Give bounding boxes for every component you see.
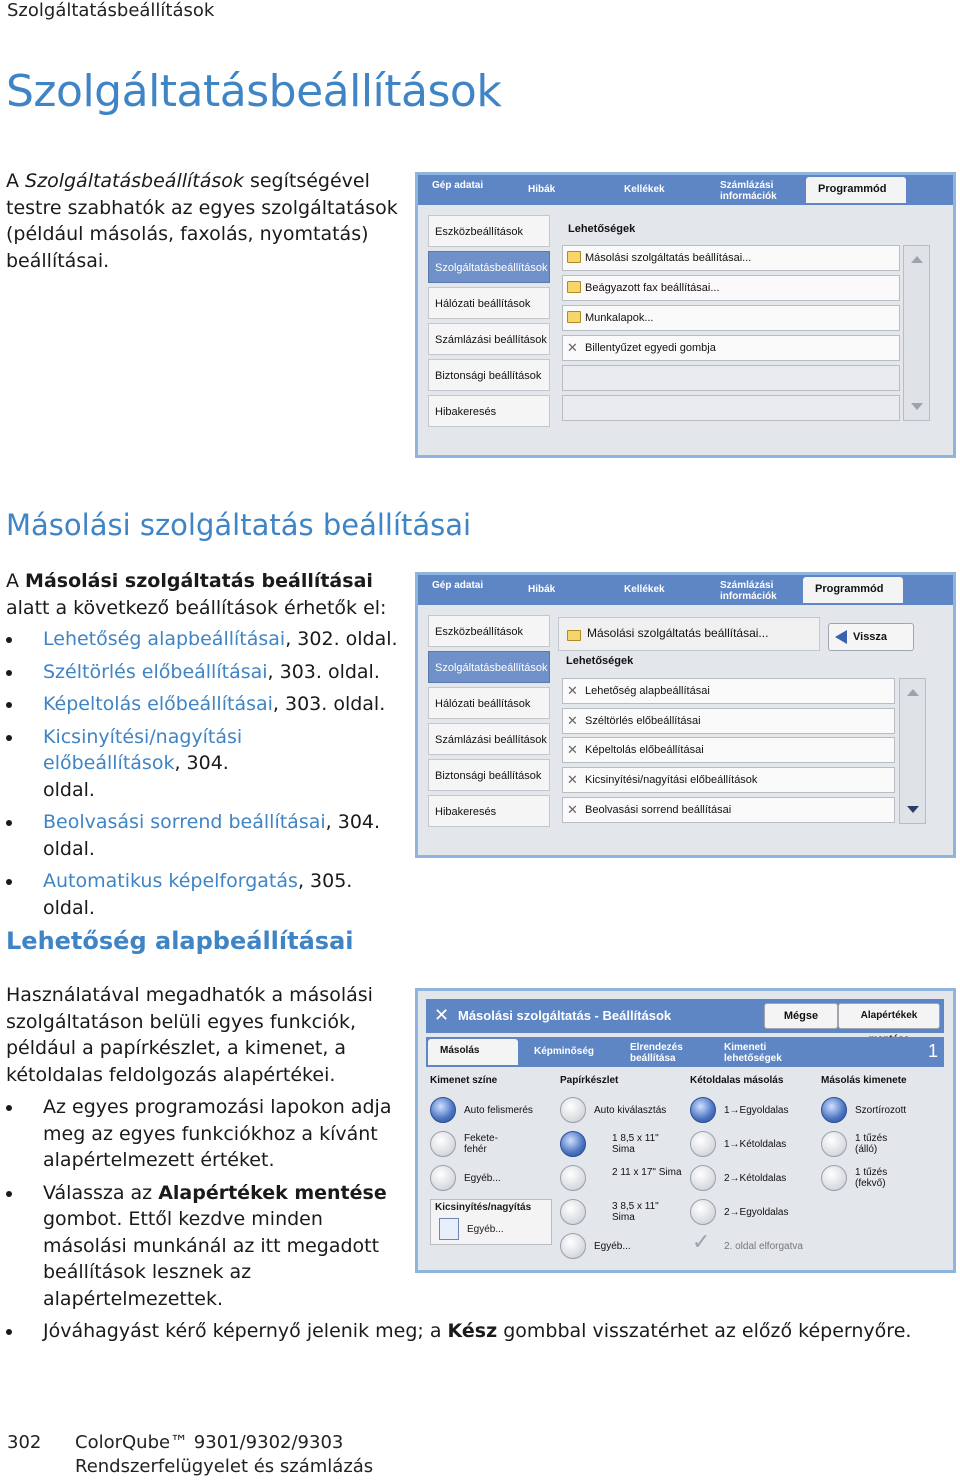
side-troubleshooting[interactable]: Hibakeresés: [428, 795, 550, 827]
section-option-defaults-heading: Lehetőség alapbeállításai: [6, 927, 354, 955]
row-label: Másolási szolgáltatás beállításai...: [585, 252, 752, 264]
opt-auto-select: Auto kiválasztás: [594, 1105, 667, 1116]
radio-2-1[interactable]: [690, 1199, 716, 1225]
tab-faults[interactable]: Hibák: [528, 584, 556, 595]
opt-bw: Fekete-fehér: [464, 1133, 498, 1155]
section2-bullets: [0, 626, 400, 921]
panel2-tabbar: [418, 575, 953, 605]
b2-bold: Alapértékek mentése: [158, 1181, 387, 1204]
section3-bullet-last: [0, 1318, 950, 1345]
radio-1-1[interactable]: [690, 1097, 716, 1123]
radio-auto-detect[interactable]: [430, 1097, 456, 1123]
intro-a: A: [6, 170, 26, 192]
opt-staple-landscape: 1 tűzés (fekvő): [855, 1167, 888, 1189]
page-title: Szolgáltatásbeállítások: [6, 66, 502, 117]
radio-2-2[interactable]: [690, 1165, 716, 1191]
bullet-link[interactable]: Automatikus képelforgatás: [43, 870, 298, 892]
radio-collated[interactable]: [821, 1097, 847, 1123]
reduce-enlarge-box[interactable]: [430, 1199, 552, 1245]
bullet: [0, 659, 400, 686]
b3-rest: gombbal visszatérhet az előző képernyőre.: [497, 1320, 912, 1342]
footer-guide: Rendszerfelügyelet és számlázás: [75, 1456, 374, 1477]
radio-1-2[interactable]: [690, 1131, 716, 1157]
copy-settings-screenshot: [415, 988, 956, 1273]
col-duplex: Kétoldalas másolás: [690, 1075, 784, 1086]
scrollbar[interactable]: [903, 245, 930, 421]
wrench-icon: ✕: [567, 742, 578, 757]
wrench-icon: ✕: [434, 1005, 450, 1025]
scroll-up-icon[interactable]: [911, 256, 923, 263]
radio-staple-landscape[interactable]: [821, 1165, 847, 1191]
tab-supplies[interactable]: Kellékek: [624, 184, 665, 195]
side-device-settings[interactable]: Eszközbeállítások: [428, 215, 550, 247]
bullet: [0, 809, 383, 862]
row-label: Beolvasási sorrend beállításai: [585, 804, 732, 816]
radio-staple-portrait[interactable]: [821, 1131, 847, 1157]
side-security-settings[interactable]: Biztonsági beállítások: [428, 759, 550, 791]
col-copy-output: Másolás kimenete: [821, 1075, 907, 1086]
bullet-link[interactable]: Kicsinyítési/nagyítási előbeállítások: [43, 725, 243, 774]
bullet: Az egyes programozási lapokon adja meg az egyes funkciókhoz a kívánt alapértelmezett értéket.: [0, 1094, 393, 1174]
back-arrow-icon: [835, 630, 847, 644]
intro-paragraph: [6, 168, 401, 274]
b3-a: Jóváhagyást kérő képernyő jelenik meg; a: [43, 1320, 448, 1342]
footer-product: ColorQube™ 9301/9302/9303: [75, 1432, 344, 1453]
service-settings-screenshot: [415, 172, 956, 458]
row-label: Képeltolás előbeállításai: [585, 744, 704, 756]
b3-bold: Kész: [447, 1320, 498, 1342]
bullet-link[interactable]: Képeltolás előbeállításai: [43, 693, 273, 715]
row-custom-key[interactable]: [562, 335, 900, 361]
s2-intro-bold: Másolási szolgáltatás beállításai: [25, 570, 373, 592]
opt-color-other: Egyéb...: [464, 1173, 501, 1184]
wrench-icon: ✕: [567, 340, 578, 355]
opt-collated: Szortírozott: [855, 1105, 907, 1116]
screen-title-bar: [558, 617, 820, 651]
bullet: [0, 626, 400, 653]
radio-tray1[interactable]: [560, 1131, 586, 1157]
tab-tools[interactable]: Programmód: [803, 577, 903, 603]
opt-paper-other: Egyéb...: [594, 1241, 631, 1252]
tab-tools[interactable]: Programmód: [806, 177, 906, 203]
row-edge-erase[interactable]: [562, 708, 895, 734]
b2-a: Válassza az: [43, 1181, 159, 1204]
footer-page-number: 302: [7, 1432, 42, 1453]
bullet: [0, 868, 363, 921]
wrench-icon: ✕: [567, 683, 578, 698]
wrench-icon: ✕: [567, 713, 578, 728]
row-label: Billentyűzet egyedi gombja: [585, 342, 716, 354]
bullet-ref: , 303. oldal.: [267, 660, 380, 683]
section2-intro: [6, 568, 401, 621]
tab-supplies[interactable]: Kellékek: [624, 584, 665, 595]
col-output-color: Kimenet színe: [430, 1075, 498, 1086]
opt-2-2: 2→Kétoldalas: [724, 1173, 787, 1184]
radio-tray3[interactable]: [560, 1199, 586, 1225]
tab-billing-info[interactable]: Számlázási információk: [720, 180, 777, 202]
opt-rotate-side2: 2. oldal elforgatva: [724, 1241, 803, 1252]
radio-bw[interactable]: [430, 1131, 456, 1157]
wrench-icon: ✕: [567, 772, 578, 787]
tab-billing-info[interactable]: Számlázási információk: [720, 580, 777, 602]
running-head: Szolgáltatásbeállítások: [7, 0, 215, 21]
wrench-icon: ✕: [567, 802, 578, 817]
row-label: Széltörlés előbeállításai: [585, 715, 701, 727]
side-device-settings[interactable]: Eszközbeállítások: [428, 615, 550, 647]
copy-service-screenshot: [415, 572, 956, 858]
scroll-up-icon[interactable]: [907, 689, 919, 696]
dialog-titlebar: [426, 999, 944, 1033]
radio-auto-select[interactable]: [560, 1097, 586, 1123]
bullet: [0, 691, 400, 718]
side-service-settings[interactable]: Szolgáltatásbeállítások: [428, 651, 550, 683]
tab-layout[interactable]: Elrendezés beállítása: [630, 1042, 683, 1064]
radio-paper-other[interactable]: [560, 1233, 586, 1259]
bullet-link[interactable]: Beolvasási sorrend beállításai: [43, 811, 326, 833]
options-header: Lehetőségek: [566, 655, 634, 667]
bullet-link[interactable]: Széltörlés előbeállításai: [43, 660, 268, 683]
folder-icon: [567, 281, 581, 293]
opt-auto-detect: Auto felismerés: [464, 1105, 533, 1116]
dialog-tabbar: [426, 1037, 944, 1067]
row-worksheets[interactable]: [562, 305, 900, 331]
row-copy-service[interactable]: [562, 245, 900, 271]
row-embedded-fax[interactable]: [562, 275, 900, 301]
side-troubleshooting[interactable]: Hibakeresés: [428, 395, 550, 427]
section3-bullets: [0, 1094, 400, 1312]
bullet: [0, 1180, 393, 1313]
side-security-settings[interactable]: Biztonsági beállítások: [428, 359, 550, 391]
back-label: Vissza: [853, 631, 888, 643]
opt-staple-portrait: 1 tűzés (álló): [855, 1133, 888, 1155]
bullet-link[interactable]: Lehetőség alapbeállításai: [43, 628, 286, 650]
tab-copy[interactable]: Másolás: [428, 1039, 518, 1065]
scroll-down-icon[interactable]: [911, 403, 923, 410]
row-reduce-enlarge[interactable]: [562, 767, 895, 793]
side-service-settings[interactable]: Szolgáltatásbeállítások: [428, 251, 550, 283]
bullet-ref: , 305. oldal.: [43, 870, 353, 919]
dialog-title: Másolási szolgáltatás - Beállítások: [458, 1008, 672, 1023]
bullet: [0, 724, 283, 804]
s2-intro-rest: alatt a következő beállítások érhetők el:: [6, 596, 387, 619]
side-network-settings[interactable]: Hálózati beállítások: [428, 287, 550, 319]
row-label: Kicsinyítési/nagyítási előbeállítások: [585, 774, 758, 786]
page-indicator: 1: [927, 1041, 938, 1061]
opt-1-1: 1→Egyoldalas: [724, 1105, 789, 1116]
radio-color-other[interactable]: [430, 1165, 456, 1191]
bullet-ref: , 304. oldal.: [43, 811, 381, 860]
reduce-enlarge-label: Kicsinyítés/nagyítás: [435, 1202, 532, 1213]
side-billing-settings[interactable]: Számlázási beállítások: [428, 723, 550, 755]
opt-tray2: 2 11 x 17" Sima: [612, 1167, 682, 1178]
row-image-shift[interactable]: [562, 737, 895, 763]
row-scan-order[interactable]: [562, 797, 895, 823]
opt-2-1: 2→Egyoldalas: [724, 1207, 789, 1218]
bullet-ref: , 303. oldal.: [272, 693, 386, 715]
panel1-tabbar: [418, 175, 953, 205]
side-network-settings[interactable]: Hálózati beállítások: [428, 687, 550, 719]
scrollbar[interactable]: [899, 678, 926, 824]
cancel-button[interactable]: Mégse: [764, 1003, 838, 1029]
row-label: Lehetőség alapbeállításai: [585, 685, 710, 697]
opt-tray3: 3 8,5 x 11" Sima: [612, 1201, 659, 1223]
checkmark-icon[interactable]: ✓: [692, 1229, 711, 1254]
intro-rest: segítségével testre szabhatók az egyes szolgáltatások (például másolás, faxolás, nyomtatás) beállításai.: [6, 170, 398, 272]
radio-tray2[interactable]: [560, 1165, 586, 1191]
tab-machine-status[interactable]: Gép adatai: [432, 580, 484, 591]
bullet-ref: , 304. oldal.: [43, 752, 229, 801]
tab-faults[interactable]: Hibák: [528, 184, 556, 195]
row-empty: [562, 395, 900, 421]
options-header: Lehetőségek: [568, 223, 636, 235]
screen-title: Másolási szolgáltatás beállításai...: [587, 626, 769, 640]
section-copy-service-heading: Másolási szolgáltatás beállításai: [6, 508, 472, 542]
s2-intro-a: A: [6, 570, 26, 592]
row-option-defaults[interactable]: [562, 678, 895, 704]
opt-tray1: 1 8,5 x 11" Sima: [612, 1133, 659, 1155]
folder-icon: [567, 311, 581, 323]
tab-output[interactable]: Kimeneti lehetőségek: [724, 1042, 782, 1064]
col-paper-supply: Papírkészlet: [560, 1075, 619, 1086]
side-billing-settings[interactable]: Számlázási beállítások: [428, 323, 550, 355]
row-empty: [562, 365, 900, 391]
tab-image-quality[interactable]: Képminőség: [534, 1046, 595, 1057]
reduce-other: Egyéb...: [467, 1224, 504, 1235]
b2-rest: gombot. Ettől kezdve minden másolási munkánál az itt megadott beállítások lesznek az alapértelmezettek.: [43, 1208, 380, 1310]
intro-em: Szolgáltatásbeállítások: [25, 170, 244, 192]
bullet: [0, 1318, 950, 1345]
back-button[interactable]: [828, 623, 914, 651]
section3-intro: Használatával megadhatók a másolási szolgáltatáson belüli egyes funkciók, például a papírkészlet, a kimenet, a kétoldalas feldolgozás alapértékei.: [6, 984, 373, 1086]
row-label: Munkalapok...: [585, 312, 654, 324]
folder-icon: [567, 251, 581, 263]
row-label: Beágyazott fax beállításai...: [585, 282, 720, 294]
tab-machine-status[interactable]: Gép adatai: [432, 180, 484, 191]
scroll-down-icon[interactable]: [907, 806, 919, 813]
opt-1-2: 1→Kétoldalas: [724, 1139, 787, 1150]
reduce-enlarge-icon: [439, 1218, 459, 1240]
bullet-ref: , 302. oldal.: [285, 628, 398, 650]
folder-icon: [567, 630, 581, 641]
save-defaults-button[interactable]: Alapértékek: [838, 1003, 940, 1029]
